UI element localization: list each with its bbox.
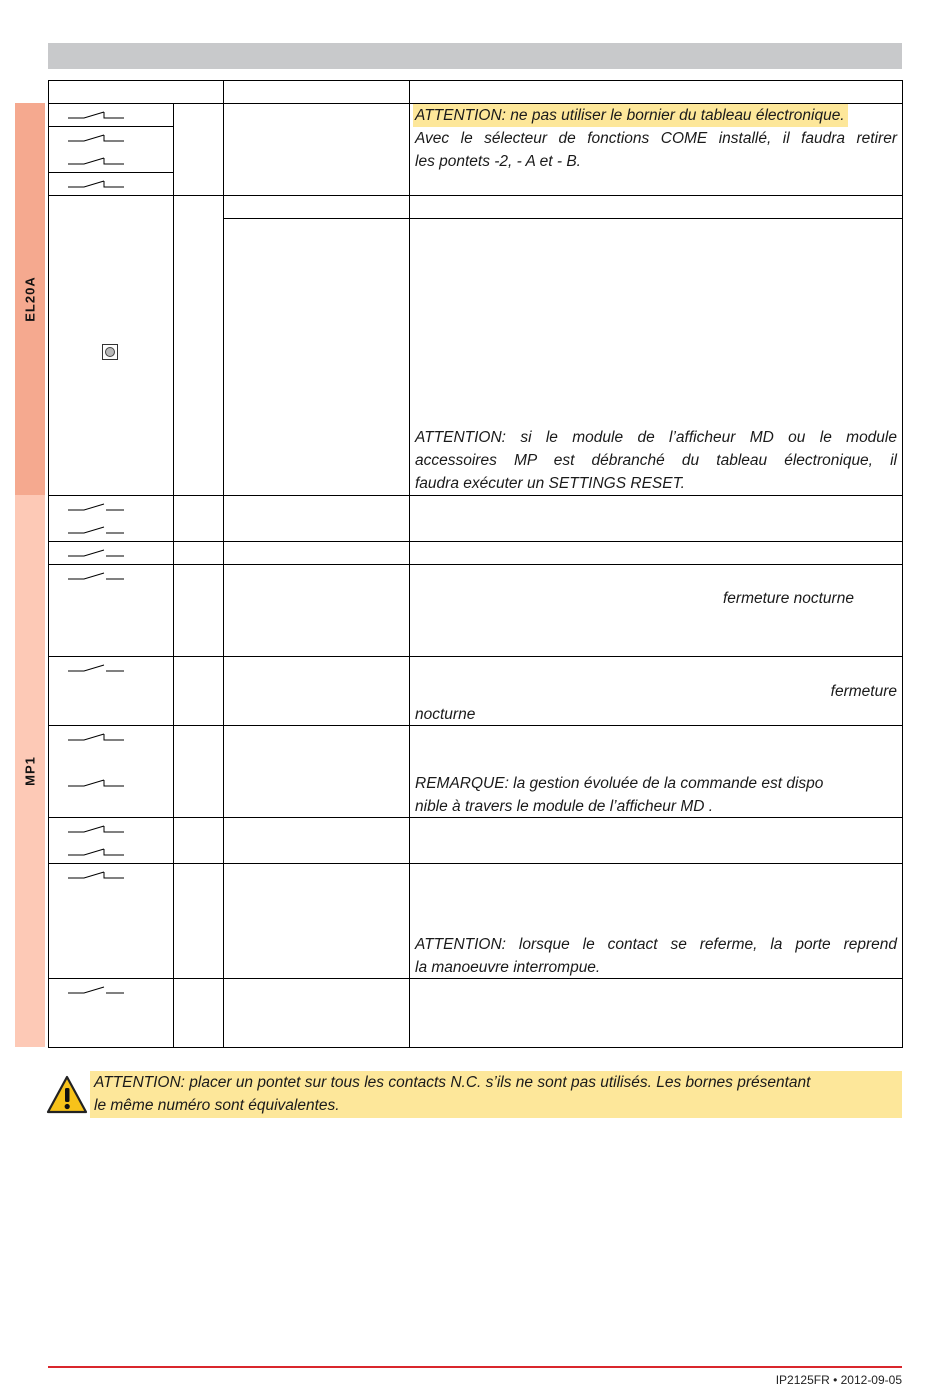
no-contact-icon <box>66 548 126 558</box>
no-contact-icon <box>66 985 126 995</box>
note-nocturne: nocturne <box>415 706 476 723</box>
el20a-label: EL20A <box>22 276 38 322</box>
header-bar <box>48 43 902 69</box>
note-come-selector: Avec le sélecteur de fonctions COME installé, il faudra retirer <box>415 130 897 147</box>
note-attention-contact: ATTENTION: lorsque le contact se referme, la porte reprend <box>415 936 897 953</box>
note-fermeture-nocturne: fermeture nocturne <box>723 590 854 607</box>
no-contact-icon <box>66 502 126 512</box>
nc-contact-icon <box>66 133 126 143</box>
nc-contact-icon <box>66 847 126 857</box>
nc-contact-icon <box>66 870 126 880</box>
footer-rule <box>48 1366 902 1368</box>
note-accessoires: accessoires MP est débranché du tableau électronique, il <box>415 452 897 469</box>
nc-contact-icon <box>66 179 126 189</box>
nc-contact-icon <box>66 732 126 742</box>
nc-contact-icon <box>66 110 126 120</box>
nc-contact-icon <box>66 778 126 788</box>
warning-triangle-icon <box>46 1075 88 1115</box>
nc-contact-icon <box>66 824 126 834</box>
note-pontets: les pontets -2, - A et - B. <box>415 153 581 170</box>
note-remarque-cont: nible à travers le module de l’afficheur MD . <box>415 798 714 815</box>
note-manoeuvre: la manoeuvre interrompue. <box>415 959 601 976</box>
no-contact-icon <box>66 525 126 535</box>
no-contact-icon <box>66 571 126 581</box>
note-attention-md: ATTENTION: si le module de l’afficheur MD ou le module <box>415 429 897 446</box>
note-remarque: REMARQUE: la gestion évoluée de la commande est dispo <box>415 775 824 792</box>
warning-line-1: ATTENTION: placer un pontet sur tous les contacts N.C. s’ils ne sont pas utilisés. Les bornes présentant <box>94 1074 811 1091</box>
nc-contact-icon <box>66 156 126 166</box>
footer-doc-code: IP2125FR • 2012-09-05 <box>775 1373 902 1387</box>
note-settings-reset: faudra exécuter un SETTINGS RESET. <box>415 475 685 492</box>
note-fermeture: fermeture <box>830 683 897 700</box>
reset-button-icon <box>102 344 118 360</box>
warning-line-2: le même numéro sont équivalentes. <box>94 1097 340 1114</box>
no-contact-icon <box>66 663 126 673</box>
el20a-side-band <box>15 103 45 495</box>
note-attention-bornier: ATTENTION: ne pas utiliser le bornier du tableau électronique. <box>413 104 848 127</box>
mp1-side-band <box>15 495 45 1047</box>
mp1-label: MP1 <box>22 756 38 786</box>
warning-box <box>90 1071 902 1118</box>
